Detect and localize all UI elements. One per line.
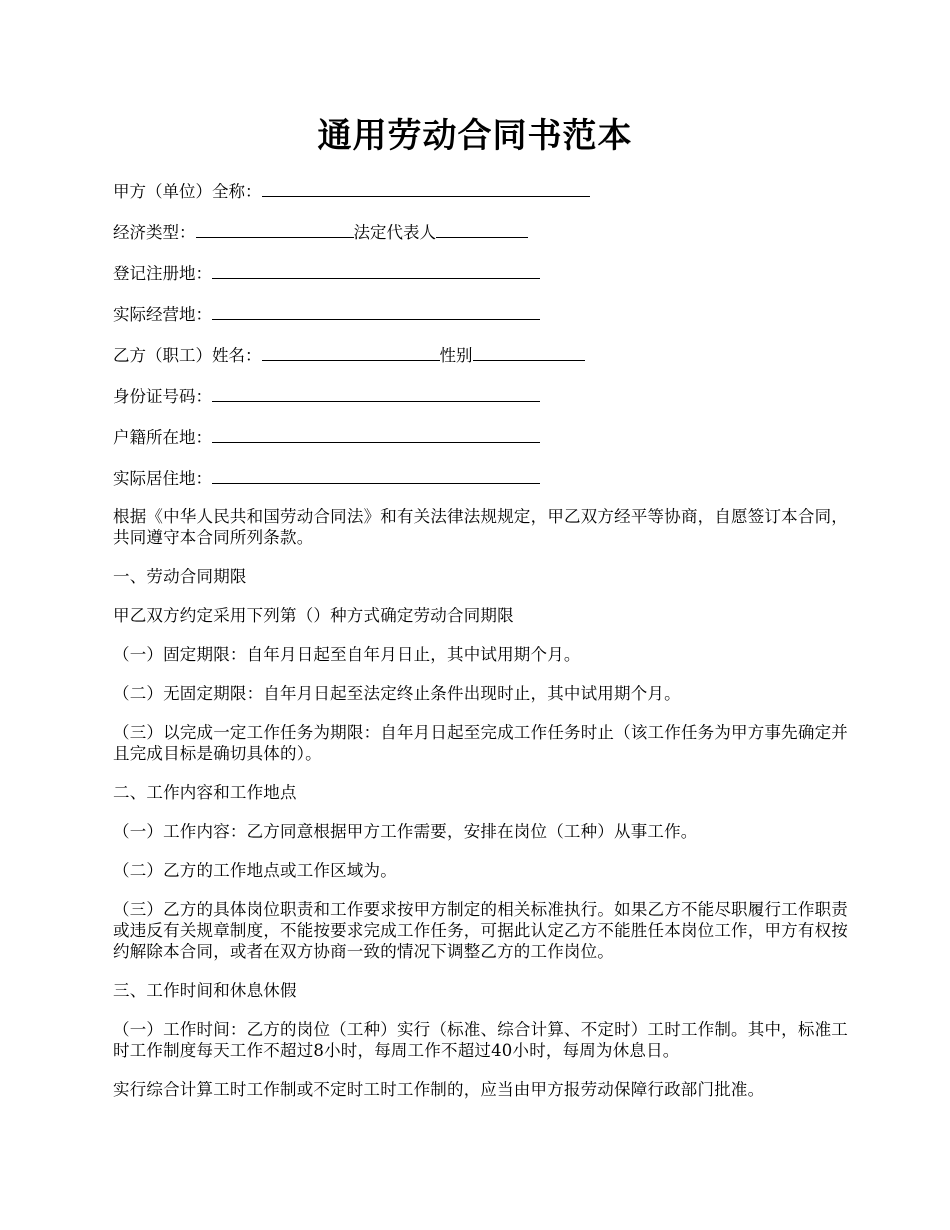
party-b-name-blank	[262, 342, 440, 361]
contract-term-open-ended: （二）无固定期限：自年月日起至法定终止条件出现时止，其中试用期个月。	[113, 684, 681, 703]
actual-residence-line	[113, 465, 848, 487]
registered-address-blank	[212, 260, 540, 279]
document-title: 通用劳动合同书范本	[317, 116, 633, 156]
work-location-clause: （二）乙方的工作地点或工作区域为。	[113, 861, 397, 880]
party-b-name-label: 乙方（职工）姓名：	[113, 346, 262, 365]
gender-label: 性别	[439, 346, 473, 365]
actual-business-address-line	[113, 301, 848, 323]
gender-blank	[473, 342, 585, 361]
preamble-paragraph: 根据《中华人民共和国劳动合同法》和有关法律法规规定，甲乙双方经平等协商，自愿签订本合同，共同遵守本合同所列条款。	[113, 507, 848, 547]
actual-business-address-label: 实际经营地：	[113, 305, 212, 324]
actual-business-address-blank	[212, 301, 540, 320]
id-number-blank	[212, 383, 540, 402]
id-number-line	[113, 383, 848, 405]
working-hours-approval-clause: 实行综合计算工时工作制或不定时工时工作制的，应当由甲方报劳动保障行政部门批准。	[113, 1080, 765, 1099]
economic-type-label: 经济类型：	[113, 223, 196, 242]
household-registration-label: 户籍所在地：	[113, 428, 212, 447]
job-duties-clause: （三）乙方的具体岗位职责和工作要求按甲方制定的相关标准执行。如果乙方不能尽职履行工作职责或违反有关规章制度，不能按要求完成工作任务，可据此认定乙方不能胜任本岗位工作，甲方有权按约解除本合同，或者在双方协商一致的情况下调整乙方的工作岗位。	[113, 900, 848, 961]
contract-term-fixed: （一）固定期限：自年月日起至自年月日止，其中试用期个月。	[113, 645, 581, 664]
id-number-label: 身份证号码：	[113, 387, 212, 406]
work-content-clause: （一）工作内容：乙方同意根据甲方工作需要，安排在岗位（工种）从事工作。	[113, 822, 698, 841]
contract-term-task-based: （三）以完成一定工作任务为期限：自年月日起至完成工作任务时止（该工作任务为甲方事先确定并且完成目标是确切具体的）。	[113, 723, 848, 763]
party-a-name-line	[113, 178, 848, 200]
party-a-name-blank	[262, 178, 590, 197]
legal-rep-label: 法定代表人	[353, 223, 436, 242]
household-registration-blank	[212, 424, 540, 443]
household-registration-line	[113, 424, 848, 446]
economic-type-blank	[196, 219, 354, 238]
party-b-name-line	[113, 342, 848, 364]
economic-type-line	[113, 219, 848, 241]
document-body	[113, 178, 848, 1100]
actual-residence-label: 实际居住地：	[113, 469, 212, 488]
registered-address-line	[113, 260, 848, 282]
section-heading-contract-term: 一、劳动合同期限	[113, 567, 247, 586]
working-hours-clause: （一）工作时间：乙方的岗位（工种）实行（标准、综合计算、不定时）工时工作制。其中，标准工时工作制度每天工作不超过8小时，每周工作不超过40小时，每周为休息日。	[113, 1020, 848, 1060]
party-a-name-label: 甲方（单位）全称：	[113, 182, 262, 201]
actual-residence-blank	[212, 465, 540, 484]
registered-address-label: 登记注册地：	[113, 264, 212, 283]
section-heading-work-content: 二、工作内容和工作地点	[113, 783, 297, 802]
contract-term-intro: 甲乙双方约定采用下列第（）种方式确定劳动合同期限	[113, 606, 514, 625]
section-heading-working-hours: 三、工作时间和休息休假	[113, 981, 297, 1000]
legal-rep-blank	[436, 219, 528, 238]
